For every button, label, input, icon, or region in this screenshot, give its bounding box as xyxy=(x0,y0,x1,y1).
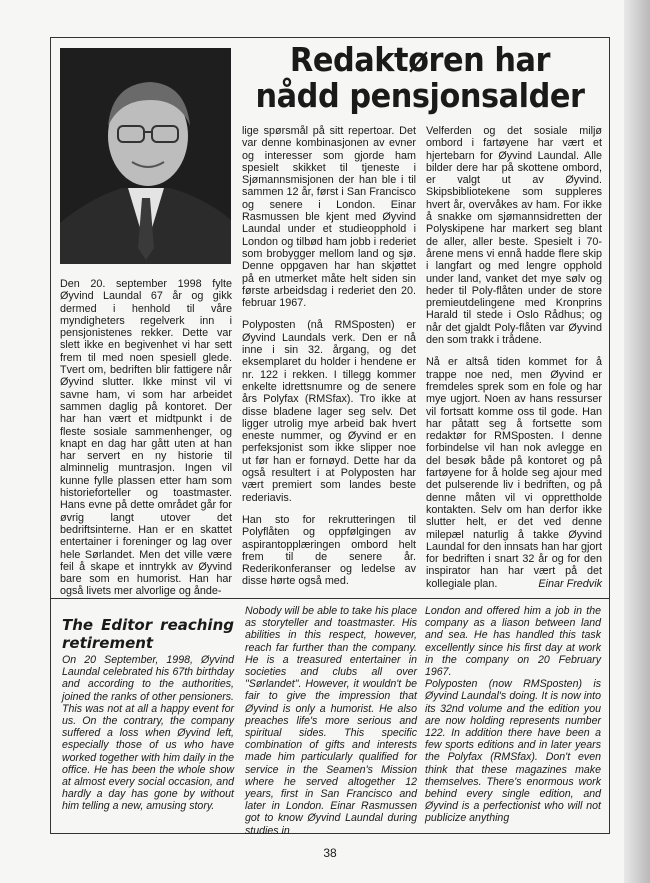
page-number: 38 xyxy=(323,846,337,860)
paragraph-text: Nå er altså tiden kommet for å trappe noe ned, men Øyvind er fremdeles sprek som en fole og har mye ugjort. Noen av hans ressurser vil fortsatt komme oss til gode. Han har påtatt seg å fortsette som redaktør for RMSposten. I denne forbindelse vil han nok avlegge en del besøk både på kontoret og på fartøyene for å holde seg ajour med det pulserende liv i bedriften, og på denne måten vil vi opprettholde kontakten. Selv om han derfor ikke slutter helt, er det ved denne milepæl naturlig å takke Øyvind Laundal for den innsats han har gjort for bedriften i snart 32 år og for den inspirator han har vært på det kollegiale plan. xyxy=(426,356,602,590)
paragraph: Polyposten (nå RMSposten) er Øyvind Laundals verk. Den er nå inne i sin 32. årgang, og det eksemplaret du holder i hendene er nr. 122 i rekken. I tillegg kommer enkelte idrettsnumre og de senere års Polyfax (RMSfax). Tro ikke at disse bladene lager seg selv. Det ligger utrolig mye arbeid bak hvert eneste nummer, og Øyvind er en perfeksjonist som ikke slipper noe ut før han er fornøyd. Dette har da også resultert i at Polyposten har vært premiert som landes beste rederiavis. xyxy=(242,319,416,504)
page-spine-shadow xyxy=(624,0,650,883)
english-column-3 xyxy=(425,605,601,825)
section-divider xyxy=(50,598,610,599)
portrait-photo xyxy=(60,48,231,264)
author-signature: Einar Fredvik xyxy=(538,577,602,590)
article-column-2 xyxy=(242,125,416,588)
article-title: Redaktøren har nådd pensjonsalder xyxy=(255,40,585,115)
portrait-photo-graphic xyxy=(60,48,231,264)
paragraph: Polyposten (now RMSposten) is Øyvind Laundal's doing. It is now into its 32nd volume and the edition you are now holding represents number 122. In addition there have been a few sports editions and in later years the Polyfax (RMSfax). Don't even think that these magazines make themselves. There's enormous work behind every single edition, and Øyvind is a perfectionist who will not publicize anything xyxy=(425,678,601,825)
article-column-3 xyxy=(426,125,602,590)
paragraph: Nobody will be able to take his place as storyteller and toastmaster. His abilities in this respect, however, reach far further than the company. He is a treasured entertainer in societies and clubs all over "Sørlandet". However, it wouldn't be fair to give the impression that Øyvind is only a humorist. He also preaches life's more serious and spiritual sides. This specific combination of gifts and interests made him particularly qualified for service in the Seamen's Mission where he served altogether 12 years, first in San Francisco and later in London. Einar Rasmussen got to know Øyvind Laundal during studies in xyxy=(245,605,417,837)
paragraph: Den 20. september 1998 fylte Øyvind Laundal 67 år og gikk dermed i henhold til våre myndigheters regelverk inn i pensjonistenes rekker. Dette var slett ikke en begivenhet vi har sett frem til med noen spesiell glede. Tvert om, bedriften blir fattigere når Øyvind slutter. Ikke minst vil vi savne ham, vi som har arbeidet sammen daglig på kontoret. Der har han vært et midtpunkt i de fleste sosiale sammenhenger, og knapt en dag har gått uten at han har servert en ny historie til alminnelig muntrasjon. Ingen vil kunne fylle plassen etter ham som historieforteller og toastmaster. Hans evne på dette området går for øvrig langt utover det bedriftsinterne. Han er en skattet entertainer i foreninger og lag over hele Sørlandet. Men det ville være feil å skape et inntrykk av Øyvind bare som en humorist. Han har også livets mer alvorlige og ånde- xyxy=(60,278,232,598)
paragraph: On 20 September, 1998, Øyvind Laundal celebrated his 67th birthday and according to the authorities, joined the ranks of other pensioners. This was not at all a happy event for us. On the contrary, the company suffered a loss when Øyvind left, especially those of us who have worked together with him daily in the office. He has been the whole show at almost every social occasion, and hardly a day has gone by without him telling a new, amusing story. xyxy=(62,654,234,813)
paragraph: lige spørsmål på sitt repertoar. Det var denne kombinasjonen av evner og interesser som gjorde ham spesielt skikket til tjeneste i Sjømannsmisjonen der han ble i til sammen 12 år, først i San Francisco og senere i London. Einar Rasmussen ble kjent med Øyvind Laundal under et studieopphold i London og tilbød ham jobb i rederiet som brobygger mellom land og sjø. Denne oppgaven har han skjøttet på en utmerket måte helt siden sin første arbeidsdag i rederiet den 20. februar 1967. xyxy=(242,125,416,310)
english-column-1 xyxy=(62,616,234,813)
english-column-2 xyxy=(245,605,417,837)
paragraph: Velferden og det sosiale miljø ombord i fartøyene har vært et hjertebarn for Øyvind Laundal. Alle bilder dere har på skottene ombord, er valgt ut av Øyvind. Skipsbibliotekene som suppleres hvert år, overvåkes av ham. For ikke å snakke om sjømannsidretten der Polyskipene har markert seg blant de aller, aller beste. Spesielt i 70-årene mens vi ennå hadde flere skip i langfart og med lengre opphold under land, vanket det mye sølv og heder til Poly-flåten under de store premieutdelingene med Kronprins Harald til stede i Oslo Rådhus; og når det gjaldt Poly-flåten var Øyvind den som trakk i trådene. xyxy=(426,125,602,347)
paragraph: London and offered him a job in the company as a liason between land and sea. He has handled this task excellently since his first day at work in the company on 20 February 1967. xyxy=(425,605,601,679)
article-column-1 xyxy=(60,278,232,598)
paragraph: Han sto for rekrutteringen til Polyflåten og oppfølgingen av aspirantopplæringen ombord helt frem til de senere år. Rederikonferanser og ledelse av disse hørte også med. xyxy=(242,513,416,588)
paragraph xyxy=(426,356,602,590)
english-title: The Editor reaching retirement xyxy=(62,616,234,652)
